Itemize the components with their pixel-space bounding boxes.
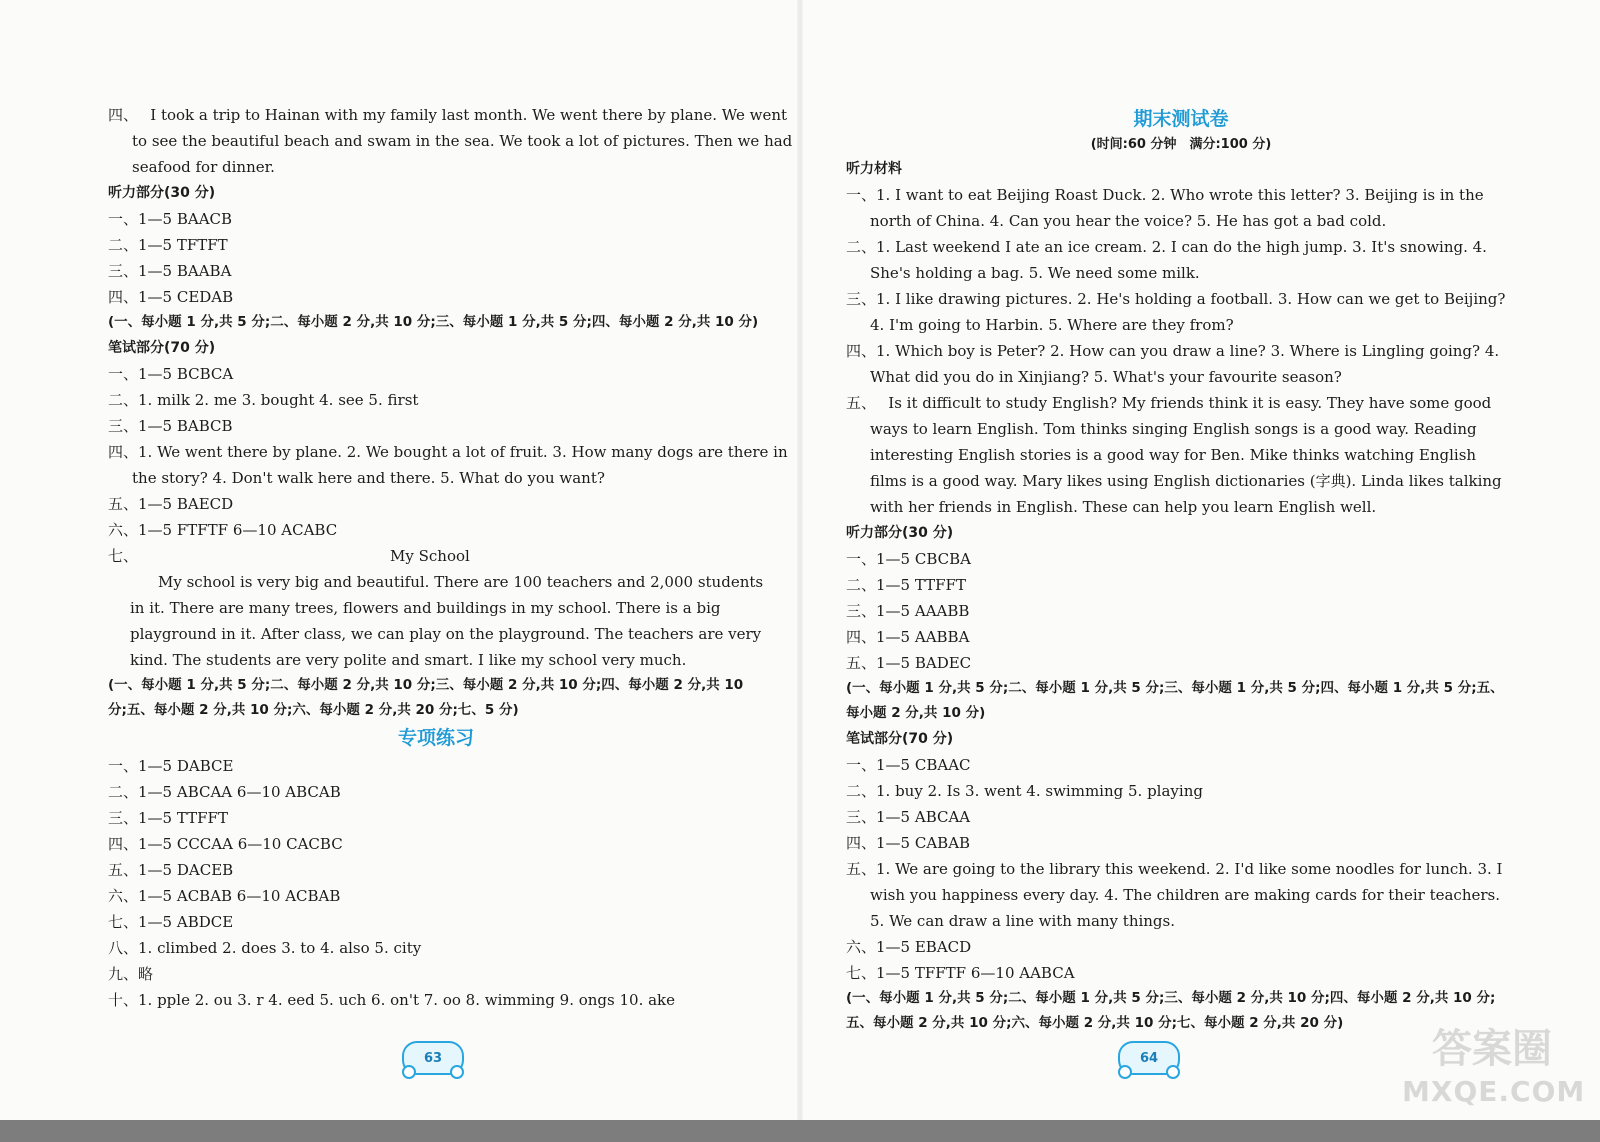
essay-title: My School	[390, 547, 470, 565]
essay-header	[108, 543, 764, 569]
answer-line: 二、1—5 TFTFT	[108, 236, 228, 254]
essay-text: My school is very big and beautiful. There are 100 teachers and 2,000 students in it. There are many trees, flowers and buildings in my school. There is a big playground in it. After class, we can play on the playground. The teachers are very kind. The students are very polite and smart. I like my school very much.	[130, 573, 764, 669]
answer-line: 一、1—5 DABCE	[108, 757, 234, 775]
answer-line: 五、1—5 BADEC	[846, 654, 972, 672]
answer-line: 七、1—5 ABDCE	[108, 913, 234, 931]
badge-dot-icon	[450, 1065, 464, 1079]
answer-line: 六、1—5 EBACD	[846, 938, 972, 956]
answer-line: 四、1. Which boy is Peter? 2. How can you draw a line? 3. Where is Lingling going? 4. What did you do in Xinjiang? 5. What's your favourite season?	[846, 342, 1500, 386]
watermark-logo	[1402, 1024, 1586, 1120]
answer-line: 三、1—5 BAABA	[108, 262, 232, 280]
answer-line: 三、1—5 TTFFT	[108, 809, 228, 827]
right-answer-lines	[846, 156, 1516, 1036]
answer-line: seafood for dinner.	[132, 158, 275, 176]
page-number-text: 64	[1139, 1050, 1159, 1066]
answer-line: 九、略	[108, 965, 154, 983]
right-column	[846, 102, 1516, 1036]
answer-line: to see the beautiful beach and swam in the sea. We took a lot of pictures. Then we had	[132, 132, 793, 150]
answer-line: 五、1—5 DACEB	[108, 861, 234, 879]
answer-line: the story? 4. Don't walk here and there. 5. What do you want?	[132, 469, 605, 487]
answer-line: 三、1—5 ABCAA	[846, 808, 971, 826]
answer-line: 一、1—5 BAACB	[108, 210, 233, 228]
answer-line: 二、1—5 TTFFT	[846, 576, 966, 594]
section-heading: 听力部分(30 分)	[846, 525, 954, 541]
score-note: (一、每小题 1 分,共 5 分;二、每小题 1 分,共 5 分;三、每小题 2 分,共 10 分;四、每小题 2 分,共 10 分;五、每小题 2 分,共 10 分;六、每小题 2 分,共 10 分;七、每小题 2 分,共 20 分)	[846, 990, 1496, 1031]
answer-line: 二、1. milk 2. me 3. bought 4. see 5. first	[108, 391, 419, 409]
answer-line: 三、1—5 AAABB	[846, 602, 970, 620]
answer-line: 四、 I took a trip to Hainan with my family last month. We went there by plane. We went	[108, 106, 788, 124]
answer-line: 四、1—5 CABAB	[846, 834, 971, 852]
special-practice-lines	[108, 753, 764, 1013]
section-heading: 笔试部分(70 分)	[846, 731, 954, 747]
page-number-left	[402, 1041, 464, 1075]
answer-line: 四、1—5 CCCAA 6—10 CACBC	[108, 835, 343, 853]
scan-bottom-strip	[0, 1120, 1600, 1142]
answer-line: 一、1—5 CBAAC	[846, 756, 971, 774]
left-answer-lines	[108, 102, 793, 543]
page-number-text: 63	[423, 1050, 443, 1066]
section-heading: 笔试部分(70 分)	[108, 340, 216, 356]
answer-line: 四、1. We went there by plane. 2. We bought a lot of fruit. 3. How many dogs are there in	[108, 443, 788, 461]
watermark-bottom: MXQE.COM	[1402, 1075, 1586, 1108]
page-number-badge	[402, 1041, 464, 1075]
section-heading: 听力材料	[846, 161, 902, 177]
answer-line: 一、1—5 CBCBA	[846, 550, 971, 568]
answer-line: 二、1. Last weekend I ate an ice cream. 2. I can do the high jump. 3. It's snowing. 4. She's holding a bag. 5. We need some milk.	[846, 238, 1487, 282]
answer-line: 五、 Is it difficult to study English? My friends think it is easy. They have some good ways to learn English. Tom thinks singing English songs is a good way. Reading interesting English stories is a good way for Ben. Mike thinks watching English films is a good way. Mary likes using English dictionaries (字典). Linda likes talking with her friends in English. These can help you learn English well.	[846, 394, 1502, 516]
answer-line: 一、1—5 BCBCA	[108, 365, 234, 383]
watermark-top: 答案圈	[1432, 1026, 1552, 1072]
section-heading: 听力部分(30 分)	[108, 185, 216, 201]
answer-line: 五、1—5 BAECD	[108, 495, 234, 513]
page-number-right	[1118, 1041, 1180, 1075]
final-test-title: 期末测试卷	[1133, 108, 1229, 130]
final-test-subtitle: (时间:60 分钟 满分:100 分)	[1090, 137, 1272, 152]
answer-line: 六、1—5 ACBAB 6—10 ACBAB	[108, 887, 341, 905]
right-page	[800, 0, 1600, 1142]
score-note: (一、每小题 1 分,共 5 分;二、每小题 2 分,共 10 分;三、每小题 1 分,共 5 分;四、每小题 2 分,共 10 分)	[108, 314, 759, 330]
essay-label: 七、	[108, 547, 139, 565]
answer-line: 一、1. I want to eat Beijing Roast Duck. 2. Who wrote this letter? 3. Beijing is in the north of China. 4. Can you hear the voice? 5. He has got a bad cold.	[846, 186, 1484, 230]
answer-line: 二、1. buy 2. Is 3. went 4. swimming 5. playing	[846, 782, 1203, 800]
answer-line: 四、1—5 AABBA	[846, 628, 970, 646]
answer-line: 七、1—5 TFFTF 6—10 AABCA	[846, 964, 1075, 982]
answer-line: 三、1. I like drawing pictures. 2. He's holding a football. 3. How can we get to Beijing? 4. I'm going to Harbin. 5. Where are they from?	[846, 290, 1506, 334]
answer-line: 十、1. pple 2. ou 3. r 4. eed 5. uch 6. on't 7. oo 8. wimming 9. ongs 10. ake	[108, 991, 676, 1009]
badge-dot-icon	[402, 1065, 416, 1079]
left-column	[108, 102, 793, 1013]
badge-dot-icon	[1118, 1065, 1132, 1079]
answer-line: 二、1—5 ABCAA 6—10 ABCAB	[108, 783, 341, 801]
answer-line: 五、1. We are going to the library this weekend. 2. I'd like some noodles for lunch. 3. I wish you happiness every day. 4. The children are making cards for their teachers. 5. We can draw a line with many things.	[846, 860, 1503, 930]
badge-dot-icon	[1166, 1065, 1180, 1079]
answer-line: 三、1—5 BABCB	[108, 417, 233, 435]
essay-points: (一、每小题 1 分,共 5 分;二、每小题 2 分,共 10 分;三、每小题 2 分,共 10 分;四、每小题 2 分,共 10 分;五、每小题 2 分,共 10 分;六、每小题 2 分,共 20 分;七、5 分)	[108, 677, 744, 718]
answer-line: 六、1—5 FTFTF 6—10 ACABC	[108, 521, 338, 539]
answer-line: 八、1. climbed 2. does 3. to 4. also 5. city	[108, 939, 422, 957]
section-title-special-practice: 专项练习	[397, 727, 474, 749]
answer-line: 四、1—5 CEDAB	[108, 288, 234, 306]
page-number-badge	[1118, 1041, 1180, 1075]
score-note: (一、每小题 1 分,共 5 分;二、每小题 1 分,共 5 分;三、每小题 1 分,共 5 分;四、每小题 1 分,共 5 分;五、每小题 2 分,共 10 分)	[846, 680, 1504, 721]
